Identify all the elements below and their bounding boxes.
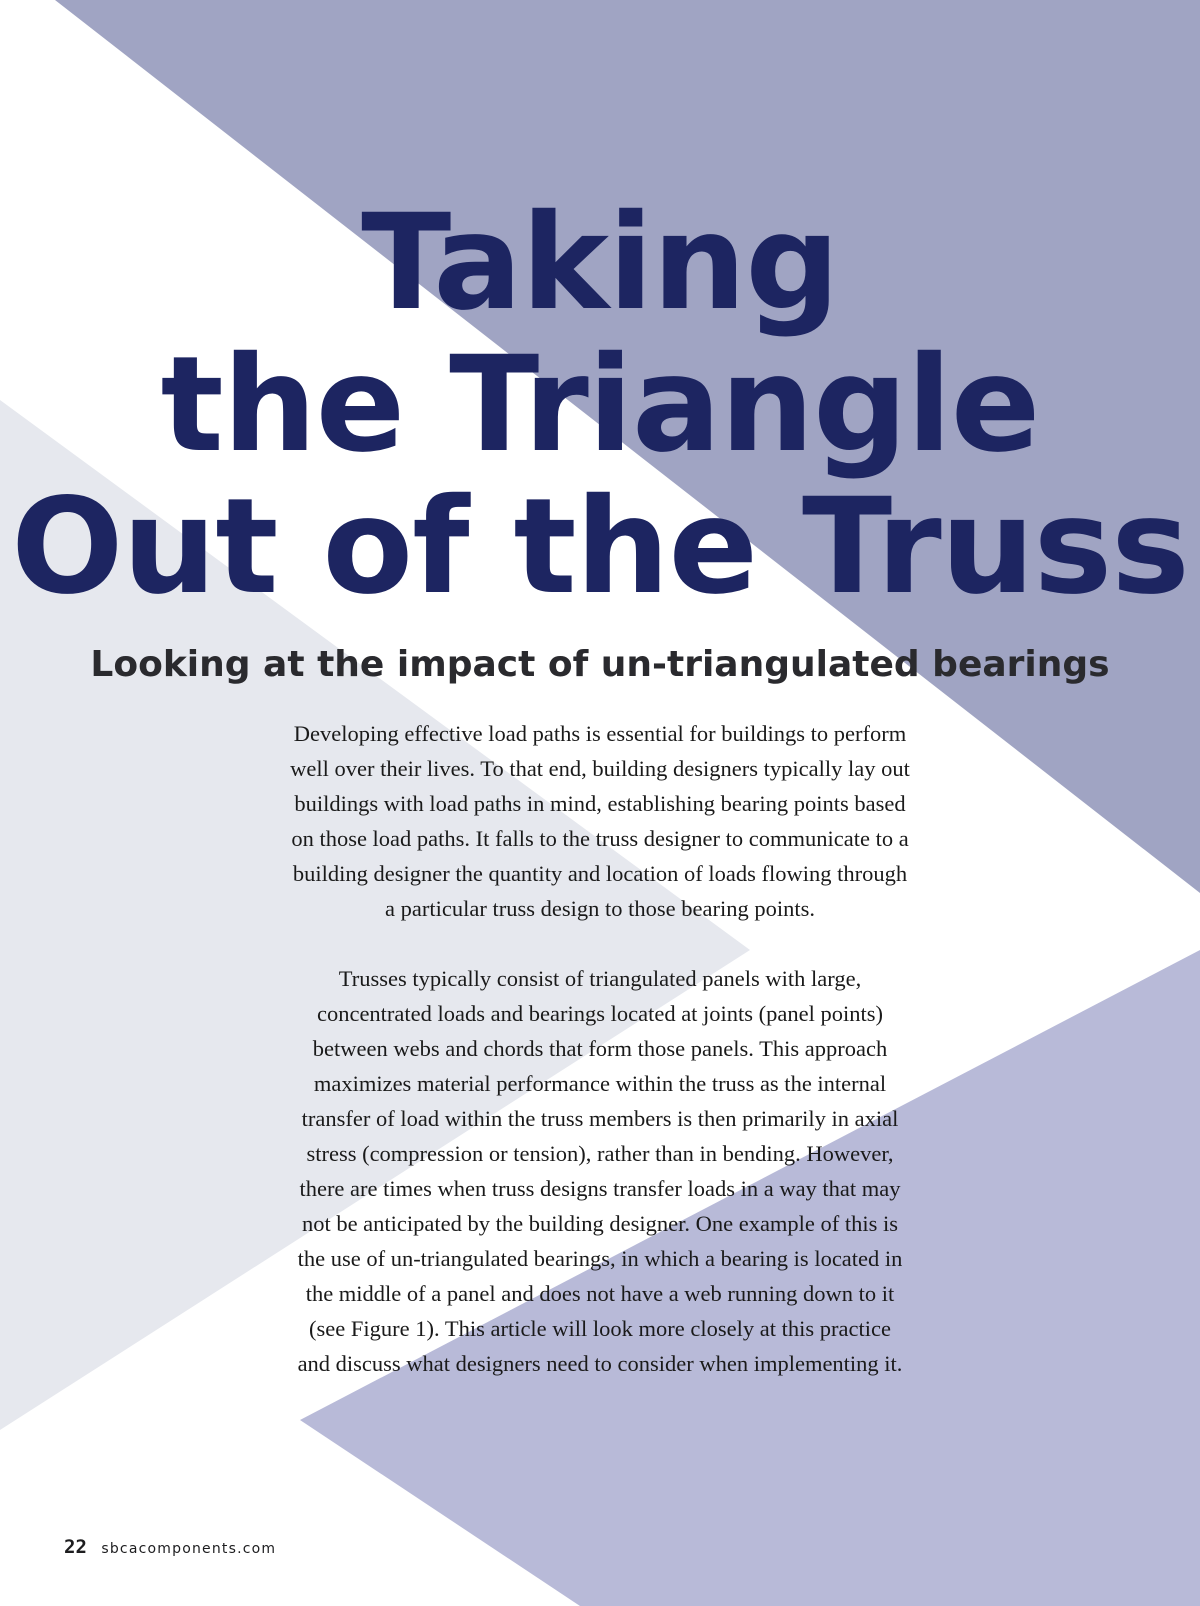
article-body <box>290 716 910 1381</box>
body-paragraph-2: Trusses typically consist of triangulated panels with large, concentrated loads and bearings located at joints (panel points) between webs and chords that form those panels. This approach maximizes material performance within the truss as the internal transfer of load within the truss members is then primarily in axial stress (compression or tension), rather than in bending. However, there are times when truss designs transfer loads in a way that may not be anticipated by the building designer. One example of this is the use of un-triangulated bearings, in which a bearing is located in the middle of a panel and does not have a web running down to it (see Figure 1). This article will look more closely at this practice and discuss what designers need to consider when implementing it. <box>297 966 903 1376</box>
website-url: sbcacomponents.com <box>101 1541 277 1557</box>
article-subtitle: Looking at the impact of un-triangulated bearings <box>90 644 1110 685</box>
page-number: 22 <box>64 1536 87 1558</box>
title-line-2: the Triangle <box>160 328 1040 482</box>
page-footer <box>64 1536 276 1558</box>
title-line-3: Out of the Truss <box>11 470 1189 624</box>
body-paragraph-1: Developing effective load paths is essential for buildings to perform well over their lives. To that end, building designers typically lay out buildings with load paths in mind, establishing bearing points based on those load paths. It falls to the truss designer to communicate to a building designer the quantity and location of loads flowing through a particular truss design to those bearing points. <box>290 721 910 921</box>
article-title <box>0 186 1200 624</box>
title-line-1: Taking <box>361 186 839 340</box>
